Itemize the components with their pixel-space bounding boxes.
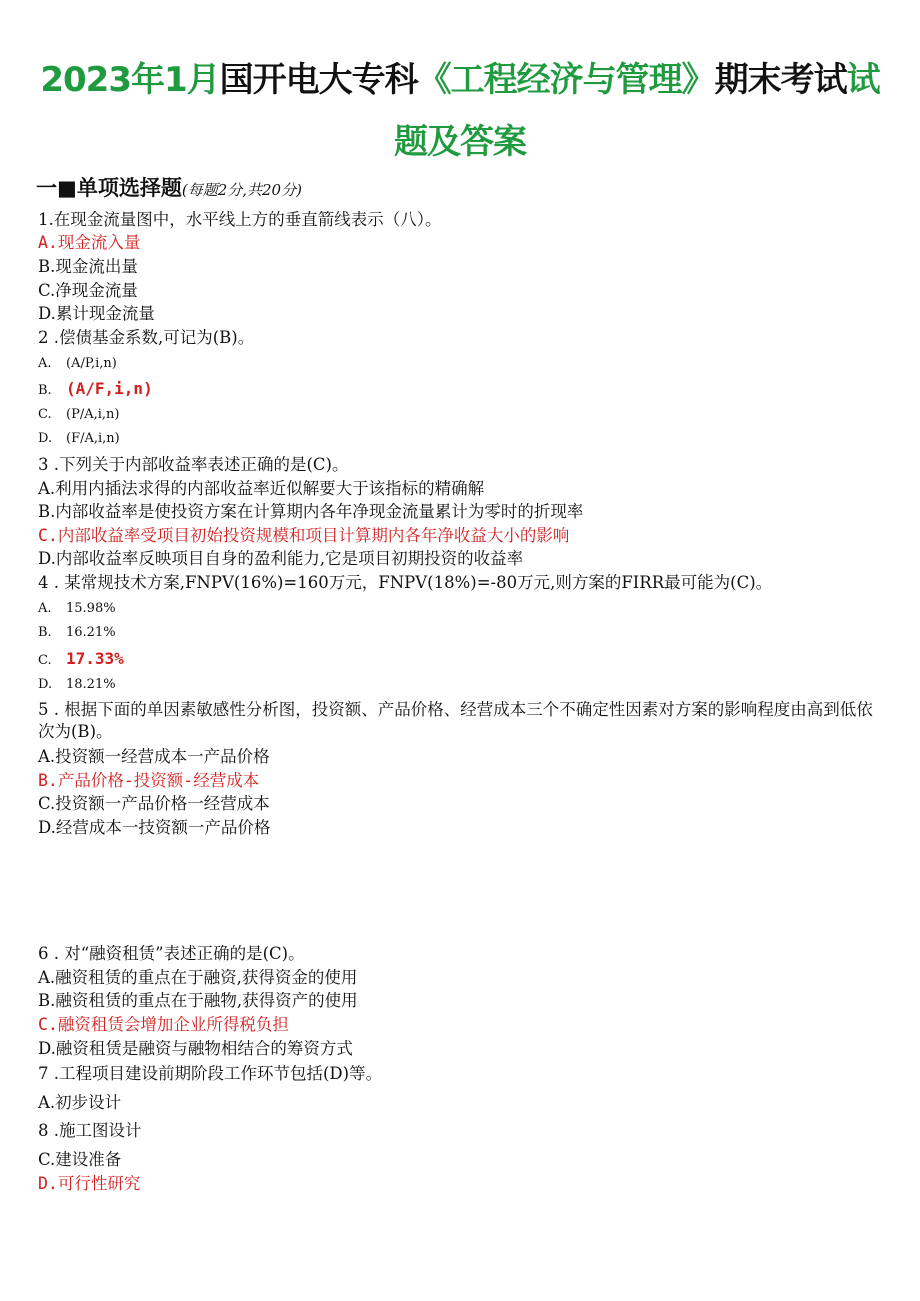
q7-option-a: A.初步设计 (38, 1093, 122, 1112)
q2-option-a: A. (A/P,i,n) (38, 356, 117, 371)
q1-stem: 1.在现金流量图中，水平线上方的垂直箭线表示（八）。 (38, 210, 442, 229)
q6-option-a: A.融资租赁的重点在于融资,获得资金的使用 (38, 968, 358, 987)
q5-option-d: D.经营成本一技资额一产品价格 (38, 818, 271, 837)
q1-option-c: C.净现金流量 (38, 281, 138, 300)
q5-stem: 5 . 根据下面的单因素敏感性分析图，投资额、产品价格、经营成本三个不确定性因素对方案的影响程度由高到低依次为(B)。 (38, 700, 873, 741)
q3-option-b: B.内部收益率是使投资方案在计算期内各年净现金流量累计为零时的折现率 (38, 502, 584, 521)
q7-option-c: C.建设准备 (38, 1150, 122, 1169)
q7-option-d-answer: D.可行性研究 (38, 1174, 141, 1193)
q2-option-c: C. (P/A,i,n) (38, 407, 120, 422)
q3-stem: 3 .下列关于内部收益率表述正确的是(C)。 (38, 455, 349, 474)
document-title-line-1: 2023年1月国开电大专科《工程经济与管理》期末考试试 (40, 60, 880, 100)
q3-option-c-answer: C.内部收益率受项目初始投资规模和项目计算期内各年净收益大小的影响 (38, 526, 570, 545)
q2-option-d: D. (F/A,i,n) (38, 431, 120, 446)
q5-option-c: C.投资额一产品价格一经营成本 (38, 794, 270, 813)
section-heading: 一■单项选择题(每题2分,共20分) (36, 176, 302, 200)
q1-option-b: B.现金流出量 (38, 257, 138, 276)
q6-option-d: D.融资租赁是融资与融物相结合的筹资方式 (38, 1039, 353, 1058)
q7-stem: 7 .工程项目建设前期阶段工作环节包括(D)等。 (38, 1064, 383, 1083)
q4-option-b: B. 16.21% (38, 625, 116, 640)
q1-option-d: D.累计现金流量 (38, 304, 155, 323)
q5-option-a: A.投资额一经营成本一产品价格 (38, 747, 270, 766)
q6-option-b: B.融资租赁的重点在于融物,获得资产的使用 (38, 991, 358, 1010)
q4-option-d: D. 18.21% (38, 677, 116, 692)
q4-stem: 4 . 某常规技术方案,FNPV(16%)=160万元，FNPV(18%)=-80万元,则方案的FIRR最可能为(C)。 (38, 573, 773, 592)
q1-option-a-answer: A.现金流入量 (38, 233, 141, 252)
section-note: (每题2分,共20分) (181, 181, 302, 199)
q5-option-b-answer: B.产品价格-投资额-经营成本 (38, 771, 260, 790)
q7-option-b: 8 .施工图设计 (38, 1121, 142, 1140)
q2-option-b-answer: B. (A/F,i,n) (38, 379, 153, 398)
q4-option-c-answer: C. 17.33% (38, 649, 124, 668)
q6-stem: 6 . 对“融资租赁”表述正确的是(C)。 (38, 944, 305, 963)
q3-option-a: A.利用内插法求得的内部收益率近似解要大于该指标的精确解 (38, 479, 485, 498)
q3-option-d: D.内部收益率反映项目自身的盈利能力,它是项目初期投资的收益率 (38, 549, 524, 568)
q2-stem: 2 .偿债基金系数,可记为(B)。 (38, 328, 255, 347)
document-title-line-2: 题及答案 (394, 122, 526, 162)
q6-option-c-answer: C.融资租赁会增加企业所得税负担 (38, 1015, 289, 1034)
q4-option-a: A. 15.98% (38, 601, 116, 616)
